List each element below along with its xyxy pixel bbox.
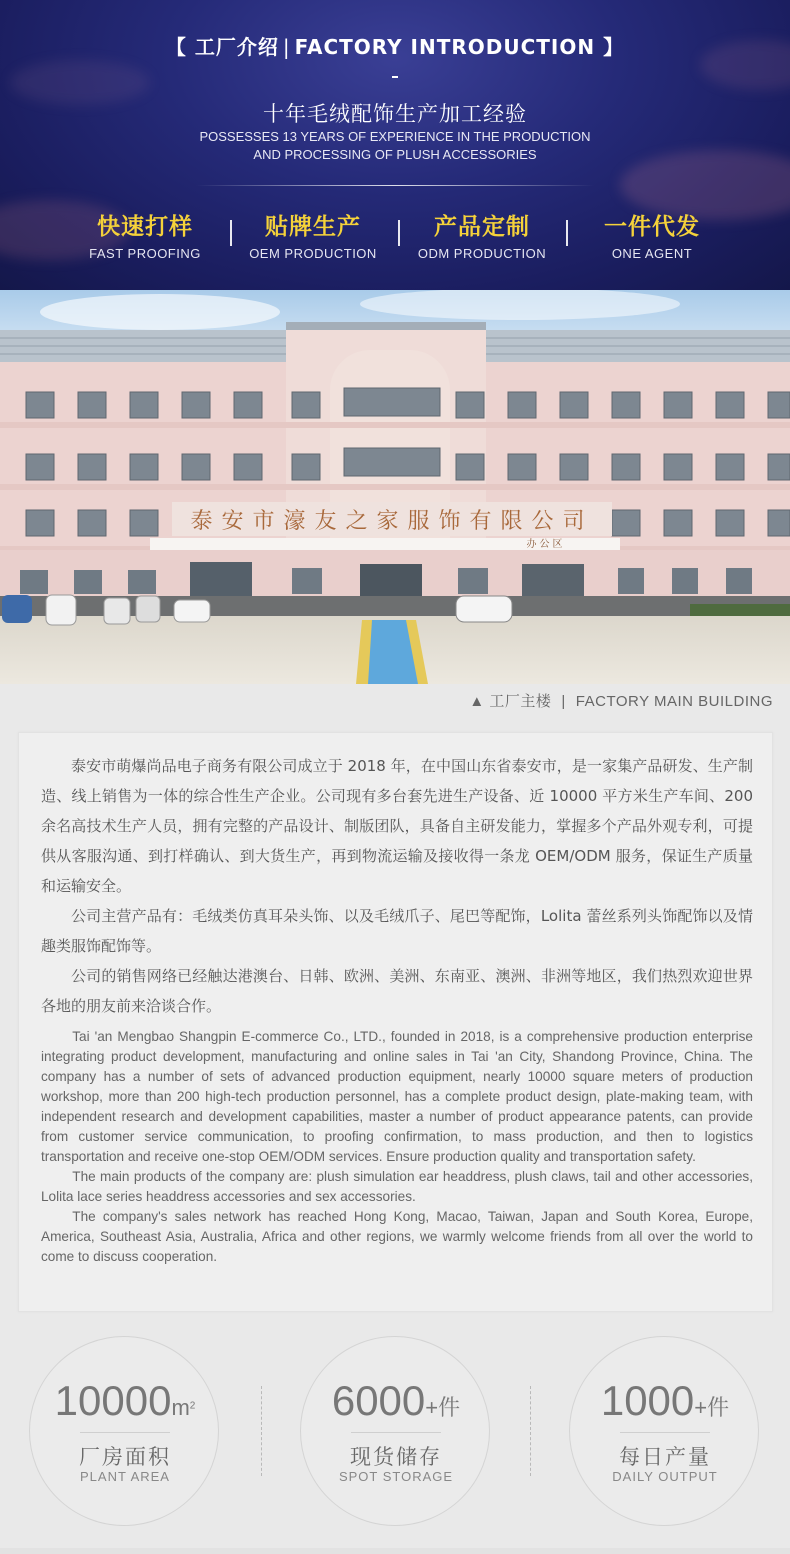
feature-fast-proofing [60,208,230,261]
stat-label-cn: 每日产量 [619,1445,711,1469]
title-dash [392,76,398,78]
stat-number [30,1377,220,1425]
header-banner [0,0,790,290]
section-title-en: FACTORY INTRODUCTION 】 [294,35,625,59]
feature-oem-production [228,208,398,261]
intro-cn-paragraph: 公司的销售网络已经触达港澳台、日韩、欧洲、美洲、东南亚、澳洲、非洲等地区，我们热烈欢迎世界各地的朋友前来洽谈合作。 [41,967,753,1015]
stat-unit: +件 [425,1395,461,1420]
feature-label-cn: 贴牌生产 [265,214,361,240]
feature-odm-production [397,208,567,261]
feature-label-en: ODM PRODUCTION [417,246,547,261]
feature-list [60,208,730,268]
office-sign-text: 办公区 [526,539,566,550]
divider-line [196,185,594,186]
building-sign-text: 泰安市濠友之家服饰有限公司 [190,509,594,534]
stat-rule [80,1432,170,1433]
stat-value: 10000 [54,1377,172,1424]
intro-en [41,1027,753,1267]
caption-separator: | [561,693,566,710]
intro-cn-paragraph: 泰安市萌爆尚品电子商务有限公司成立于 2018 年，在中国山东省泰安市，是一家集产品研发、生产制造、线上销售为一体的综合性生产企业。公司现有多台套先进生产设备、近 10000 平方米生产车间、200 余名高技术生产人员，拥有完整的产品设计、制版团队，具备自主研发能力，掌握多个产品外观专利，可提供从客服沟通、到打样确认、到大货生产，再到物流运输及接收得一条龙 OEM/ODM 服务，保证生产质量和运输安全。 [41,757,753,895]
stat-plant-area [29,1336,219,1526]
stat-label-en: SPOT STORAGE [338,1469,454,1484]
section-title [0,31,790,60]
company-intro-card [18,732,773,1312]
stat-rule [351,1432,441,1433]
subtitle-cn: 十年毛绒配饰生产加工经验 [263,102,527,126]
title-separator: | [282,35,291,59]
stat-number [570,1377,760,1425]
stat-daily-output [569,1336,759,1526]
intro-cn-paragraph: 公司主营产品有：毛绒类仿真耳朵头饰、以及毛绒爪子、尾巴等配饰，Lolita 蕾丝系列头饰配饰以及情趣类服饰配饰等。 [41,907,753,955]
stat-value: 6000 [331,1377,426,1424]
stat-label-en: PLANT AREA [80,1469,170,1484]
stat-rule [620,1432,710,1433]
intro-en-paragraph: Tai 'an Mengbao Shangpin E-commerce Co., LTD., founded in 2018, is a comprehensive production enterprise integrating product development, manufacturing and online sales in Tai 'an City, Shandong Province, China. The company has a number of sets of advanced production equipment, nearly 10000 square meters of production workshop, more than 200 high-tech production personnel, has a complete product design, plate-making team, with independent research and development capabilities, master a number of product appearance patents, can provide from customer service communication, to proofing confirmation, to mass production, and then to logistics transportation and receive one-stop OEM/ODM services. Ensure production quality and transportation safety. [41,1029,753,1164]
stat-unit-sup: 2 [189,1400,196,1412]
feature-label-en: ONE AGENT [611,246,693,261]
factory-photo [0,290,790,684]
bottom-strip [0,1548,790,1554]
caption-en: FACTORY MAIN BUILDING [575,693,773,710]
feature-label-cn: 快速打样 [97,214,193,240]
stat-value: 1000 [600,1377,695,1424]
stat-divider [261,1386,262,1476]
feature-label-en: OEM PRODUCTION [249,246,377,261]
subtitle-en-line1: POSSESSES 13 YEARS OF EXPERIENCE IN THE PRODUCTION [199,129,591,144]
stat-spot-storage [300,1336,490,1526]
intro-cn [41,751,753,1021]
stat-label-cn: 厂房面积 [79,1445,171,1469]
factory-building-illustration [0,290,790,684]
subtitle-en-line2: AND PROCESSING OF PLUSH ACCESSORIES [253,147,537,162]
feature-one-agent [567,208,737,261]
stat-label-en: DAILY OUTPUT [612,1469,718,1484]
subtitle-en [0,128,790,164]
feature-label-en: FAST PROOFING [89,246,201,261]
feature-label-cn: 一件代发 [604,214,700,240]
feature-label-cn: 产品定制 [434,214,530,240]
stat-unit: +件 [694,1395,730,1420]
stat-unit: m [171,1395,190,1420]
intro-en-paragraph: The company's sales network has reached Hong Kong, Macao, Taiwan, Japan and South Korea, Europe, America, Southeast Asia, Australia, Africa and other regions, we warmly welcome friends from all over the world to come to discuss cooperation. [41,1209,753,1264]
stat-label-cn: 现货储存 [350,1445,442,1469]
section-title-cn: 【 工厂介绍 [165,35,279,59]
stat-divider [530,1386,531,1476]
stat-number [301,1377,491,1425]
photo-caption [0,690,773,711]
intro-en-paragraph: The main products of the company are: plush simulation ear headdress, plush claws, tail and other accessories, Lolita lace series headdress accessories and sex accessories. [41,1169,753,1204]
caption-cn: ▲ 工厂主楼 [469,693,552,710]
